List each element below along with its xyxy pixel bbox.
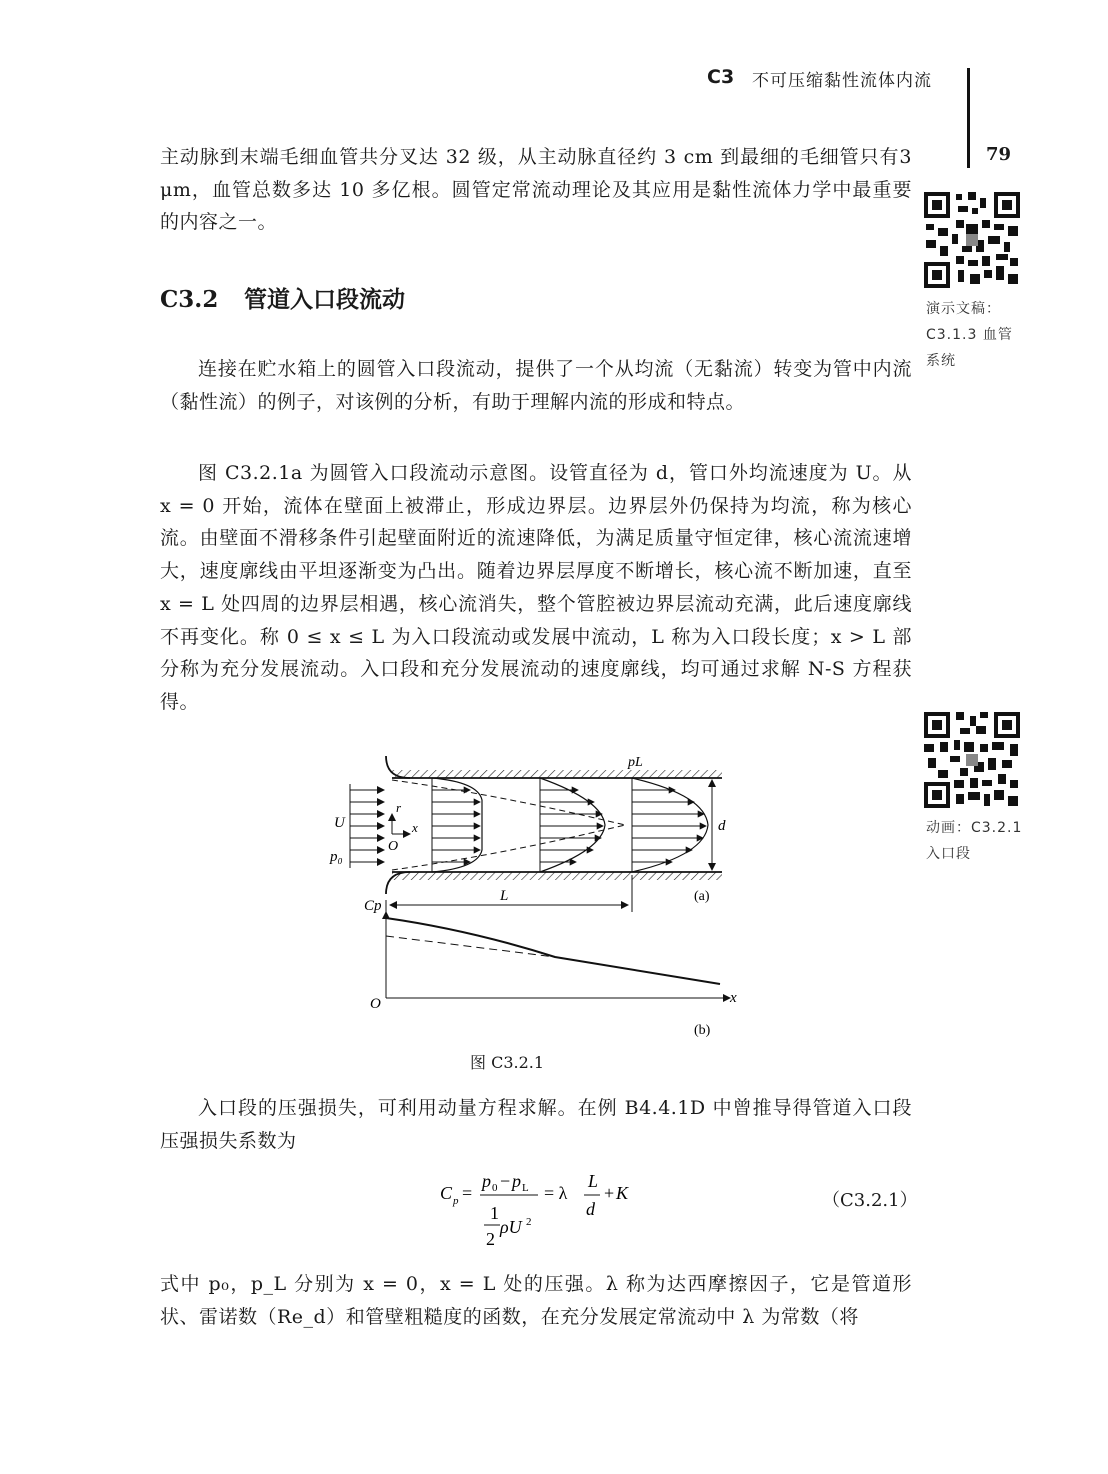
- paragraph-4: [160, 1092, 912, 1157]
- paragraph-4-text: 入口段的压强损失，可利用动量方程求解。在例 B4.4.1D 中曾推导得管道入口段压强损失系数为: [160, 1097, 912, 1152]
- label-O2: O: [370, 996, 381, 1012]
- label-r: r: [396, 800, 402, 815]
- qr2-caption-line2: 入口段: [926, 846, 971, 862]
- equation-number: （C3.2.1）: [822, 1190, 918, 1211]
- svg-text:K: K: [616, 1183, 629, 1203]
- svg-text:−: −: [500, 1171, 511, 1191]
- bottom-wall-hatch: [392, 872, 722, 880]
- label-x: x: [412, 820, 418, 835]
- page-number: 79: [986, 144, 1012, 165]
- svg-text:1: 1: [490, 1203, 499, 1223]
- svg-text:+: +: [604, 1183, 615, 1203]
- header-chapter-title: 不可压缩黏性流体内流: [752, 71, 932, 91]
- equation-c3-2-1: [420, 1165, 920, 1260]
- label-O: O: [388, 839, 399, 854]
- paragraph-2-text: 连接在贮水箱上的圆管入口段流动，提供了一个从均流（无黏流）转变为管中内流（黏性流）的例子，对该例的分析，有助于理解内流的形成和特点。: [160, 358, 912, 413]
- svg-text:= λ: = λ: [544, 1183, 568, 1203]
- label-a: (a): [694, 889, 710, 904]
- figure-caption: 图 C3.2.1: [470, 1053, 545, 1072]
- label-x2: x: [730, 990, 737, 1006]
- header-section-number: C3: [707, 66, 735, 88]
- paragraph-1-text: 主动脉到末端毛细血管共分叉达 32 级，从主动脉直径约 3 cm 到最细的毛细管只有3 μm，血管总数多达 10 多亿根。圆管定常流动理论及其应用是黏性流体力学中最重要的内容之一。: [160, 146, 912, 234]
- paragraph-2: [160, 353, 912, 418]
- svg-text:d: d: [586, 1199, 595, 1219]
- svg-text:C: C: [440, 1183, 453, 1203]
- label-Cp: Cp: [364, 898, 382, 914]
- label-b: (b): [694, 1023, 711, 1038]
- svg-text:p: p: [453, 1195, 459, 1207]
- svg-text:=: =: [462, 1183, 473, 1203]
- top-wall-hatch: [392, 770, 722, 778]
- paragraph-5: [160, 1268, 912, 1333]
- svg-text:p: p: [482, 1171, 491, 1191]
- paragraph-1: [160, 141, 912, 239]
- label-U: U: [334, 815, 345, 831]
- svg-text:2: 2: [526, 1216, 532, 1228]
- qr1-caption: [926, 296, 1013, 374]
- inlet-arrows: [350, 790, 384, 862]
- label-L: L: [500, 888, 509, 904]
- section-number: C3.2: [160, 286, 219, 313]
- label-pL: pL: [628, 755, 643, 770]
- section-heading: [160, 281, 405, 314]
- qr1-caption-line2: C3.1.3 血管: [926, 327, 1013, 343]
- qr1-caption-line3: 系统: [926, 353, 956, 369]
- paragraph-3: [160, 457, 912, 719]
- svg-text:p: p: [512, 1171, 521, 1191]
- header-rule: [967, 68, 970, 168]
- qr2-caption-line1: 动画：C3.2.1: [926, 820, 1023, 836]
- qr-code-animation[interactable]: [922, 710, 1022, 810]
- qr2-caption: [926, 815, 1022, 867]
- qr-code-icon: [922, 190, 1022, 290]
- svg-text:ρU: ρU: [500, 1217, 522, 1237]
- paragraph-5-text: 式中 p₀，p_L 分别为 x = 0，x = L 处的压强。λ 称为达西摩擦因子，它是管道形状、雷诺数（Re_d）和管壁粗糙度的函数，在充分发展定常流动中 λ 为常数（将: [160, 1273, 912, 1328]
- section-title: 管道入口段流动: [244, 286, 405, 313]
- entrance-flow-diagram: [320, 750, 780, 1045]
- equation-graphic: [420, 1165, 820, 1260]
- svg-text:0: 0: [492, 1182, 498, 1194]
- svg-text:2: 2: [486, 1229, 495, 1249]
- figure-pipe-entrance-flow: [320, 750, 780, 1049]
- paragraph-3-text: 图 C3.2.1a 为圆管入口段流动示意图。设管直径为 d，管口外均流速度为 U。从 x = 0 开始，流体在壁面上被滞止，形成边界层。边界层外仍保持为均流，称为核心流。由壁面不滑移条件引起壁面附近的流速降低，为满足质量守恒定律，核心流流速增大，速度廓线由平坦逐渐变为凸出。随着边界层厚度不断增长，核心流不断加速，直至 x = L 处四周的边界层相遇，核心流消失，整个管腔被边界层流动充满，此后速度廓线不再变化。称 0 ≤ x ≤ L 为入口段流动或发展中流动，L 称为入口段长度；x > L 部分称为充分发展流动。入口段和充分发展流动的速度廓线，均可通过求解 N-S 方程获得。: [160, 462, 912, 713]
- qr-code-icon: [922, 710, 1022, 810]
- qr-code-presentation[interactable]: [922, 190, 1022, 290]
- svg-text:L: L: [588, 1171, 599, 1191]
- svg-text:L: L: [522, 1182, 529, 1194]
- label-p0: p₀: [330, 849, 343, 865]
- qr1-caption-line1: 演示文稿：: [926, 301, 1001, 317]
- label-d: d: [718, 818, 726, 834]
